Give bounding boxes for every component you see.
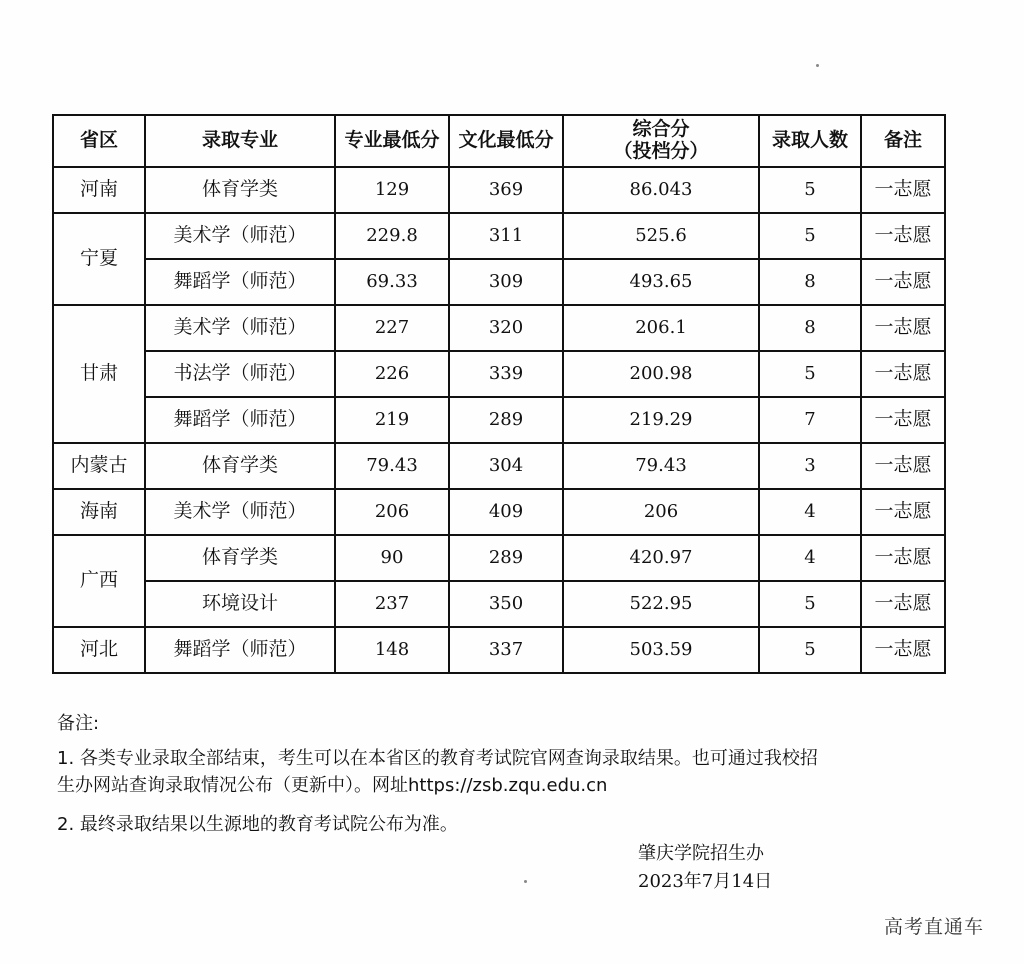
signature-block <box>638 840 772 896</box>
cell-note: 一志愿 <box>861 489 945 535</box>
cell-composite: 503.59 <box>563 627 759 673</box>
cell-major: 美术学（师范） <box>145 213 335 259</box>
cell-major-min: 237 <box>335 581 449 627</box>
cell-count: 4 <box>759 535 861 581</box>
table-row <box>53 167 945 213</box>
cell-major-min: 227 <box>335 305 449 351</box>
notes-section <box>57 710 957 838</box>
cell-major: 舞蹈学（师范） <box>145 627 335 673</box>
header-major: 录取专业 <box>145 115 335 167</box>
cell-major-min: 229.8 <box>335 213 449 259</box>
cell-note: 一志愿 <box>861 581 945 627</box>
table-row <box>53 443 945 489</box>
cell-province: 内蒙古 <box>53 443 145 489</box>
header-note: 备注 <box>861 115 945 167</box>
cell-count: 3 <box>759 443 861 489</box>
cell-count: 5 <box>759 213 861 259</box>
cell-major-min: 79.43 <box>335 443 449 489</box>
watermark-text: 高考直通车 <box>884 916 985 938</box>
cell-note: 一志愿 <box>861 167 945 213</box>
header-composite-line1: 综合分 <box>632 118 690 141</box>
table-header-row <box>53 115 945 167</box>
cell-major-min: 206 <box>335 489 449 535</box>
cell-count: 8 <box>759 305 861 351</box>
cell-count: 5 <box>759 351 861 397</box>
header-culture-min: 文化最低分 <box>449 115 563 167</box>
scan-speck <box>524 880 527 883</box>
cell-province: 广西 <box>53 535 145 627</box>
table-row <box>53 259 945 305</box>
note-item-1-line-2: 生办网站查询录取情况公布（更新中）。网址https://zsb.zqu.edu.cn <box>57 775 608 796</box>
cell-province: 河北 <box>53 627 145 673</box>
cell-composite: 493.65 <box>563 259 759 305</box>
cell-note: 一志愿 <box>861 259 945 305</box>
cell-culture-min: 309 <box>449 259 563 305</box>
cell-major: 书法学（师范） <box>145 351 335 397</box>
cell-note: 一志愿 <box>861 443 945 489</box>
signature-org: 肇庆学院招生办 <box>638 843 764 864</box>
note-item-1-line-1: 1. 各类专业录取全部结束，考生可以在本省区的教育考试院官网查询录取结果。也可通过我校招 <box>57 748 818 769</box>
scan-speck <box>816 64 819 67</box>
cell-culture-min: 320 <box>449 305 563 351</box>
cell-composite: 206.1 <box>563 305 759 351</box>
cell-note: 一志愿 <box>861 213 945 259</box>
cell-major-min: 90 <box>335 535 449 581</box>
cell-province: 宁夏 <box>53 213 145 305</box>
cell-major-min: 129 <box>335 167 449 213</box>
cell-note: 一志愿 <box>861 305 945 351</box>
table-row <box>53 351 945 397</box>
cell-major: 体育学类 <box>145 167 335 213</box>
header-count: 录取人数 <box>759 115 861 167</box>
cell-culture-min: 289 <box>449 535 563 581</box>
table-row <box>53 213 945 259</box>
cell-culture-min: 304 <box>449 443 563 489</box>
cell-province: 甘肃 <box>53 305 145 443</box>
admission-table <box>52 114 946 674</box>
cell-culture-min: 350 <box>449 581 563 627</box>
table-row <box>53 397 945 443</box>
cell-culture-min: 337 <box>449 627 563 673</box>
cell-culture-min: 311 <box>449 213 563 259</box>
header-province: 省区 <box>53 115 145 167</box>
table-row <box>53 627 945 673</box>
cell-note: 一志愿 <box>861 397 945 443</box>
cell-province: 海南 <box>53 489 145 535</box>
cell-count: 5 <box>759 627 861 673</box>
table-row <box>53 305 945 351</box>
table-row <box>53 581 945 627</box>
cell-major: 美术学（师范） <box>145 489 335 535</box>
cell-culture-min: 289 <box>449 397 563 443</box>
cell-major-min: 226 <box>335 351 449 397</box>
table-body <box>53 167 945 673</box>
cell-major-min: 219 <box>335 397 449 443</box>
cell-count: 8 <box>759 259 861 305</box>
cell-major: 舞蹈学（师范） <box>145 397 335 443</box>
cell-note: 一志愿 <box>861 535 945 581</box>
cell-count: 4 <box>759 489 861 535</box>
header-composite-line2: （投档分） <box>613 140 709 162</box>
cell-major: 环境设计 <box>145 581 335 627</box>
cell-culture-min: 409 <box>449 489 563 535</box>
cell-major-min: 148 <box>335 627 449 673</box>
cell-culture-min: 369 <box>449 167 563 213</box>
cell-composite: 86.043 <box>563 167 759 213</box>
cell-composite: 522.95 <box>563 581 759 627</box>
cell-major: 体育学类 <box>145 443 335 489</box>
cell-major-min: 69.33 <box>335 259 449 305</box>
signature-date: 2023年7月14日 <box>638 870 773 892</box>
cell-province: 河南 <box>53 167 145 213</box>
cell-major: 美术学（师范） <box>145 305 335 351</box>
cell-culture-min: 339 <box>449 351 563 397</box>
cell-composite: 79.43 <box>563 443 759 489</box>
header-major-min: 专业最低分 <box>335 115 449 167</box>
cell-major: 舞蹈学（师范） <box>145 259 335 305</box>
cell-composite: 420.97 <box>563 535 759 581</box>
table-row <box>53 489 945 535</box>
cell-composite: 219.29 <box>563 397 759 443</box>
cell-major: 体育学类 <box>145 535 335 581</box>
cell-composite: 525.6 <box>563 213 759 259</box>
cell-note: 一志愿 <box>861 351 945 397</box>
note-item-2: 2. 最终录取结果以生源地的教育考试院公布为准。 <box>57 814 458 835</box>
cell-count: 5 <box>759 167 861 213</box>
cell-composite: 206 <box>563 489 759 535</box>
header-composite <box>563 115 759 167</box>
cell-count: 7 <box>759 397 861 443</box>
table-row <box>53 535 945 581</box>
cell-note: 一志愿 <box>861 627 945 673</box>
cell-count: 5 <box>759 581 861 627</box>
cell-composite: 200.98 <box>563 351 759 397</box>
notes-title: 备注: <box>57 713 100 734</box>
